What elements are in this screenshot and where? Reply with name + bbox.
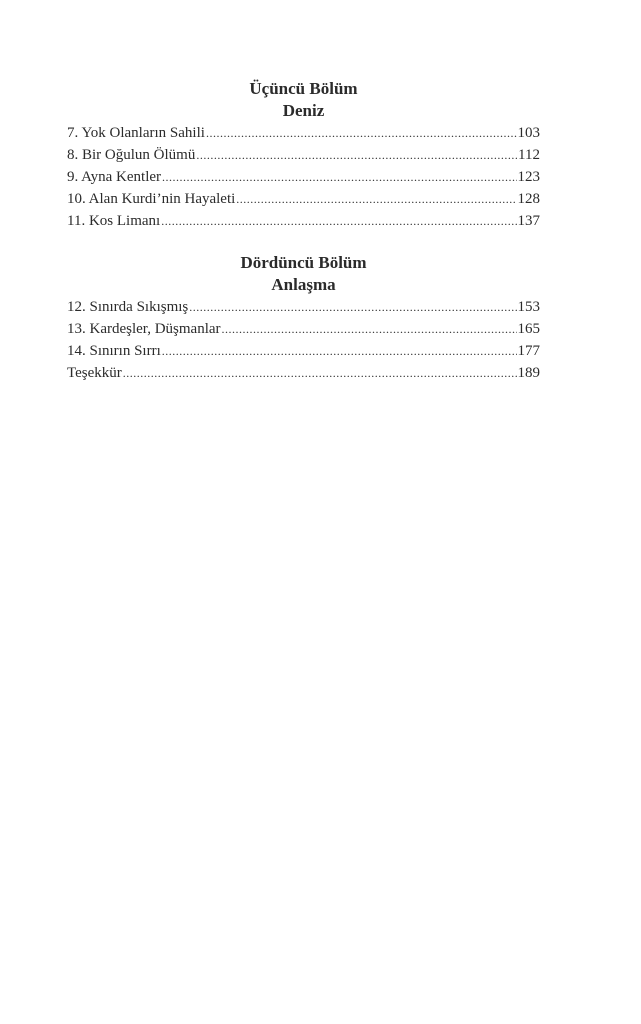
part-title: Üçüncü Bölüm [249, 79, 358, 98]
dot-leader [123, 362, 517, 384]
toc-section-part-3 [67, 78, 540, 232]
entry-title: 8. Bir Oğulun Ölümü [67, 147, 196, 163]
toc-entry[interactable] [67, 296, 540, 318]
toc-entry[interactable] [67, 188, 540, 210]
entry-title: 7. Yok Olanların Sahili [67, 125, 205, 141]
entry-title: 14. Sınırın Sırrı [67, 343, 161, 359]
entry-page-number: 177 [517, 343, 540, 359]
entry-title: 11. Kos Limanı [67, 213, 161, 229]
entry-page-number: 165 [517, 321, 540, 337]
toc-entry[interactable] [67, 318, 540, 340]
toc-entry[interactable] [67, 166, 540, 188]
entry-page-number: 128 [517, 191, 540, 207]
dot-leader [206, 122, 517, 144]
entry-title: 12. Sınırda Sıkışmış [67, 299, 189, 315]
entry-page-number: 112 [518, 147, 540, 163]
dot-leader [162, 340, 517, 362]
toc-entry-list [67, 296, 540, 384]
toc-entry-list [67, 122, 540, 232]
toc-entry[interactable] [67, 362, 540, 384]
entry-title: Teşekkür [67, 365, 122, 381]
dot-leader [161, 210, 516, 232]
entry-page-number: 123 [517, 169, 540, 185]
dot-leader [222, 318, 517, 340]
part-subtitle: Deniz [282, 101, 325, 120]
dot-leader [189, 296, 516, 318]
entry-page-number: 137 [517, 213, 540, 229]
entry-page-number: 103 [517, 125, 540, 141]
toc-entry[interactable] [67, 340, 540, 362]
toc-entry[interactable] [67, 144, 540, 166]
dot-leader [162, 166, 516, 188]
part-title: Dördüncü Bölüm [240, 253, 367, 272]
table-of-contents [67, 78, 540, 384]
dot-leader [196, 144, 517, 166]
entry-title: 13. Kardeşler, Düşmanlar [67, 321, 221, 337]
entry-page-number: 153 [517, 299, 540, 315]
toc-section-part-4 [67, 252, 540, 384]
dot-leader [236, 188, 516, 210]
entry-page-number: 189 [517, 365, 540, 381]
entry-title: 10. Alan Kurdi’nin Hayaleti [67, 191, 236, 207]
part-subtitle: Anlaşma [271, 275, 336, 294]
entry-title: 9. Ayna Kentler [67, 169, 162, 185]
toc-entry[interactable] [67, 210, 540, 232]
toc-entry[interactable] [67, 122, 540, 144]
